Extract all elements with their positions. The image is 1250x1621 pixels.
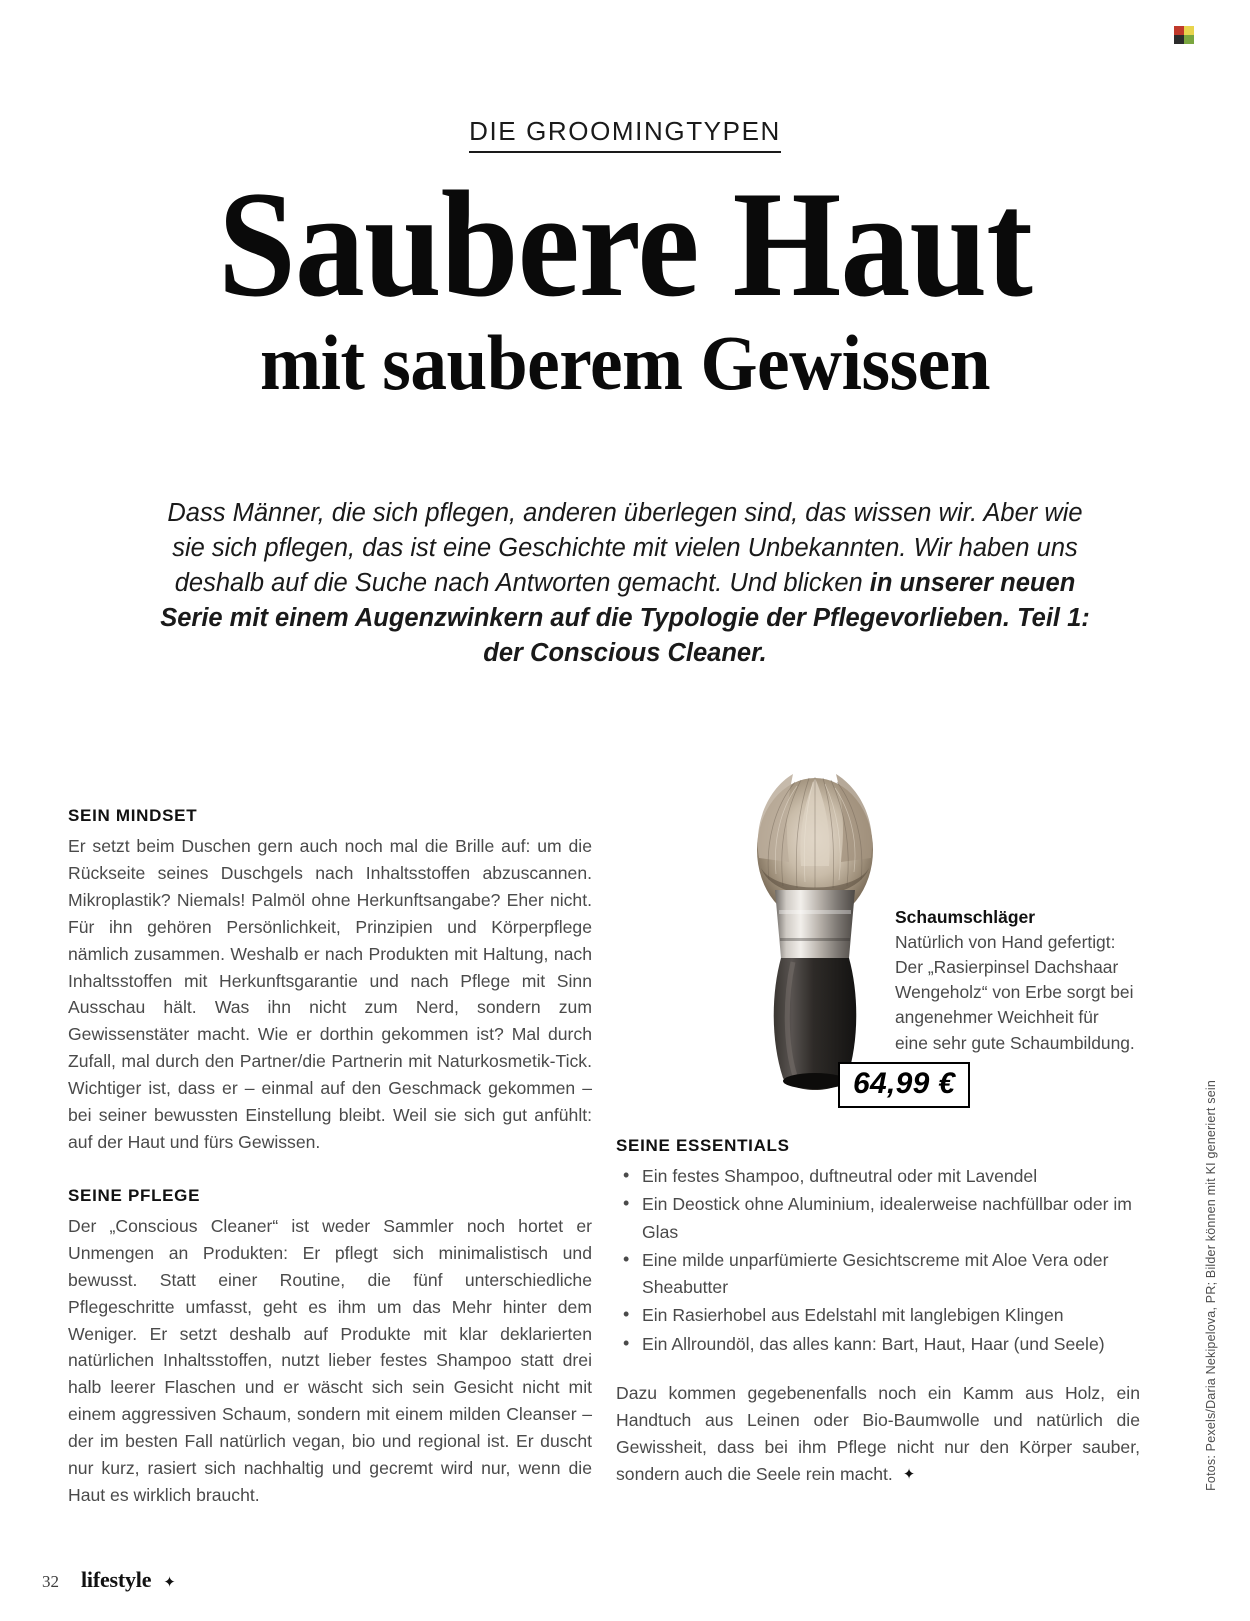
kicker: [0, 116, 1250, 147]
list-item: • Ein festes Shampoo, duftneutral oder mit Lavendel: [616, 1163, 1140, 1190]
section-heading-essentials: SEINE ESSENTIALS: [616, 1136, 790, 1155]
marker-swatch-green: [1184, 35, 1194, 44]
end-mark-icon: ✦: [902, 1465, 916, 1483]
standfirst-plain: Dass Männer, die sich pflegen, anderen überlegen sind, das wissen wir. Aber wie sie sich pflegen, das ist eine Geschichte mit vielen Unbekannten. Wir haben uns deshalb auf die Suche nach Antworten gemacht. Und blicken: [167, 498, 1083, 597]
closing-text: Dazu kommen gegebenenfalls noch ein Kamm aus Holz, ein Handtuch aus Leinen oder Bio-Baumwolle und natürlich die Gewissheit, dass bei ihm Pflege nicht nur den Körper sauber, sondern auch die Seele rein macht.: [616, 1382, 1140, 1484]
standfirst-bold: in unserer neuen Serie mit einem Augenzwinkern auf die Typologie der Pflegevorlieben. Teil 1: der Conscious Cleaner.: [160, 568, 1090, 668]
page-footer: [42, 1567, 176, 1593]
right-column: [616, 1136, 1140, 1488]
section-body-pflege: Der „Conscious Cleaner“ ist weder Sammler noch hortet er Unmengen an Produkten: Er pflegt sich minimalistisch und bewusst. Statt einer Routine, die fünf unterschiedliche Pflegeschritte umfasst, geht es ihm um das Mehr hinter dem Weniger. Er setzt deshalb auf Produkte mit klar deklarierten natürlichen Inhaltsstoffen, nutzt lieber festes Shampoo statt drei halb leerer Flaschen und er wäscht sich sein Gesicht nicht mit einem aggressiven Schaum, sondern mit einem milden Cleanser – der im besten Fall natürlich vegan, bio und regional ist. Er duscht nur kurz, rasiert sich nachhaltig und gecremt wird nur, wenn die Haut es wirklich braucht.: [68, 1215, 592, 1505]
left-column: [68, 806, 592, 1509]
headline-block: [0, 160, 1250, 406]
footer-brand: lifestyle: [81, 1567, 152, 1592]
closing-paragraph: [616, 1380, 1140, 1488]
essentials-list: [616, 1163, 1140, 1358]
list-item: • Ein Rasierhobel aus Edelstahl mit langlebigen Klingen: [616, 1302, 1140, 1329]
product-caption-body: Natürlich von Hand gefertigt: Der „Rasierpinsel Dachshaar Wengeholz“ von Erbe sorgt bei angenehmer Weichheit für eine sehr gute Schaumbildung.: [895, 931, 1135, 1053]
kicker-label: DIE GROOMINGTYPEN: [469, 116, 781, 153]
product-caption-title: Schaumschläger: [895, 907, 1036, 927]
page-number: 32: [42, 1572, 59, 1591]
photo-credit: Fotos: Pexels/Daria Nekipelova, PR; Bilder können mit KI generiert sein: [1204, 1080, 1218, 1491]
page-subtitle: mit sauberem Gewissen: [259, 318, 991, 406]
standfirst: [155, 496, 1095, 672]
marker-swatch-red: [1174, 26, 1184, 35]
list-item: • Ein Allroundöl, das alles kann: Bart, Haut, Haar (und Seele): [616, 1331, 1140, 1358]
marker-swatch-dark: [1174, 35, 1184, 44]
section-heading-mindset: SEIN MINDSET: [68, 806, 198, 825]
footer-star-icon: ✦: [163, 1574, 176, 1591]
price-badge: 64,99 €: [838, 1062, 970, 1108]
list-item: • Ein Deostick ohne Aluminium, idealerweise nachfüllbar oder im Glas: [616, 1191, 1140, 1246]
section-body-mindset: Er setzt beim Duschen gern auch noch mal die Brille auf: um die Rückseite seines Duschgels nach Inhaltsstoffen abzuscannen. Mikroplastik? Niemals! Palmöl ohne Herkunftsangabe? Eher nicht. Für ihn gehören Persönlichkeit, Prinzipien und Körperpflege nämlich zusammen. Weshalb er nach Produkten mit Haltung, nach Inhaltsstoffen mit Herkunftsgarantie und nach Pflege mit Sinn Ausschau hält. Was ihn nicht zum Nerd, sondern zum Gewissenstäter macht. Wie er dorthin gekommen ist? Mal durch Zufall, mal durch den Partner/die Partnerin mit Naturkosmetik-Tick. Wichtiger ist, dass er – einmal auf den Geschmack gekommen – bei seiner bewussten Einstellung bleibt. Weil sie sich gut anfühlt: auf der Haut und fürs Gewissen.: [68, 836, 592, 1152]
product-photo-shaving-brush: [735, 762, 895, 1102]
section-heading-pflege: SEINE PFLEGE: [68, 1185, 201, 1205]
product-caption: [895, 906, 1135, 1056]
shaving-brush-icon: [735, 762, 895, 1102]
brush-ferrule: [775, 890, 855, 958]
marker-swatch-yellow: [1184, 26, 1194, 35]
color-registration-marker: [1174, 26, 1194, 44]
page-title: Saubere Haut: [218, 160, 1032, 328]
list-item: • Eine milde unparfümierte Gesichtscreme mit Aloe Vera oder Sheabutter: [616, 1247, 1140, 1302]
